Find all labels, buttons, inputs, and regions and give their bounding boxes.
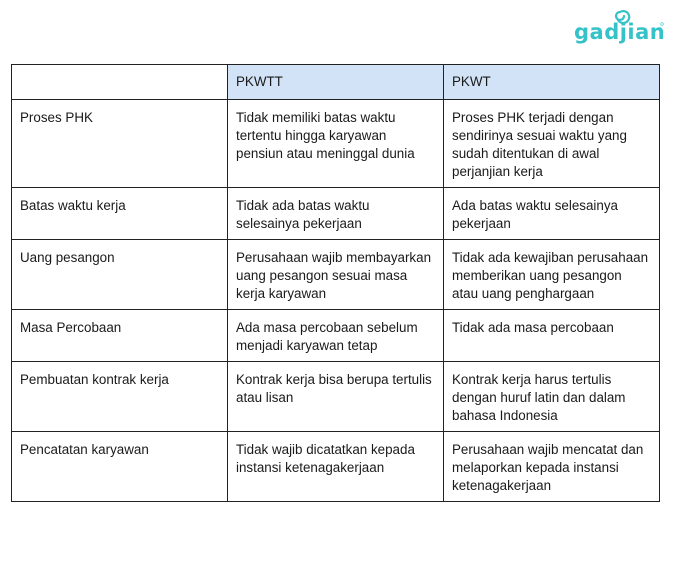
cell-pkwt: Perusahaan wajib mencatat dan melaporkan kepada instansi ketenagakerjaan	[444, 432, 660, 502]
table-row	[12, 240, 660, 310]
cell-pkwtt: Kontrak kerja bisa berupa tertulis atau lisan	[228, 362, 444, 432]
row-label: Pencatatan karyawan	[12, 432, 228, 502]
row-label: Masa Percobaan	[12, 310, 228, 362]
cell-pkwt: Ada batas waktu selesainya pekerjaan	[444, 188, 660, 240]
table-row	[12, 188, 660, 240]
table-row	[12, 362, 660, 432]
row-label: Pembuatan kontrak kerja	[12, 362, 228, 432]
table-row	[12, 432, 660, 502]
logo-text: gadjian	[574, 20, 666, 44]
header-cell-pkwt: PKWT	[444, 65, 660, 100]
comparison-table	[11, 64, 660, 502]
cell-pkwtt: Tidak ada batas waktu selesainya pekerjaan	[228, 188, 444, 240]
header-cell-empty	[12, 65, 228, 100]
header-cell-pkwtt: PKWTT	[228, 65, 444, 100]
cell-pkwt: Kontrak kerja harus tertulis dengan huruf latin dan dalam bahasa Indonesia	[444, 362, 660, 432]
cell-pkwt: Tidak ada kewajiban perusahaan memberikan uang pesangon atau uang penghargaan	[444, 240, 660, 310]
table-row	[12, 100, 660, 188]
row-label: Uang pesangon	[12, 240, 228, 310]
gadjian-logo	[574, 6, 666, 46]
comparison-table-container	[11, 64, 659, 502]
cell-pkwtt: Tidak memiliki batas waktu tertentu hingga karyawan pensiun atau meninggal dunia	[228, 100, 444, 188]
cell-pkwtt: Tidak wajib dicatatkan kepada instansi ketenagakerjaan	[228, 432, 444, 502]
cell-pkwtt: Ada masa percobaan sebelum menjadi karyawan tetap	[228, 310, 444, 362]
table-row	[12, 310, 660, 362]
table-header-row	[12, 65, 660, 100]
cell-pkwt: Tidak ada masa percobaan	[444, 310, 660, 362]
row-label: Batas waktu kerja	[12, 188, 228, 240]
cell-pkwt: Proses PHK terjadi dengan sendirinya sesuai waktu yang sudah ditentukan di awal perjanjian kerja	[444, 100, 660, 188]
cell-pkwtt: Perusahaan wajib membayarkan uang pesangon sesuai masa kerja karyawan	[228, 240, 444, 310]
row-label: Proses PHK	[12, 100, 228, 188]
